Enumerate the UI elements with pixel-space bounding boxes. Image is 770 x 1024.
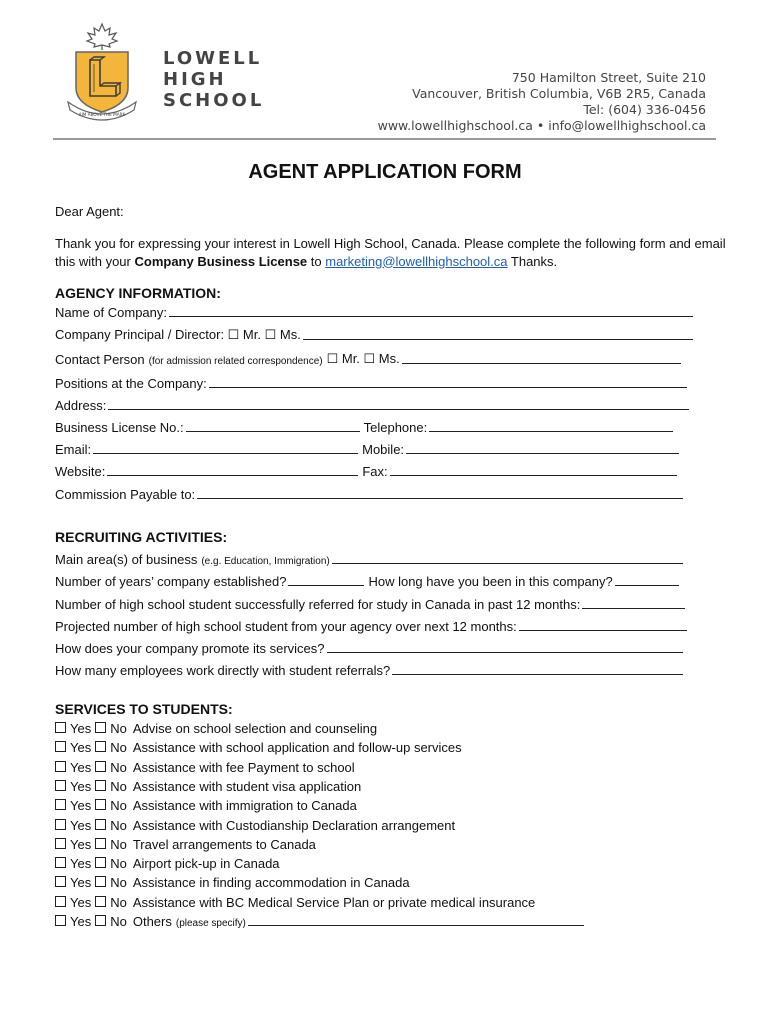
email-link[interactable]: marketing@lowellhighschool.ca bbox=[325, 253, 508, 269]
service-label: Assistance with immigration to Canada bbox=[132, 798, 357, 814]
referred-row bbox=[55, 595, 687, 612]
yes-label: Yes bbox=[70, 894, 92, 910]
yes-checkbox[interactable] bbox=[55, 876, 66, 887]
crest-motto: AIM ABOVE THE MARK bbox=[78, 112, 126, 117]
greeting: Dear Agent: bbox=[55, 204, 124, 219]
intro-text-3: Thanks. bbox=[507, 253, 558, 269]
telephone-label: Telephone: bbox=[363, 420, 428, 435]
yes-label: Yes bbox=[70, 817, 92, 833]
no-checkbox[interactable] bbox=[95, 838, 106, 849]
intro-text-1: Thank you for expressing your interest in Lowell High School, Canada. Please complete the following form and email this with your bbox=[55, 236, 726, 269]
projected-field[interactable] bbox=[519, 630, 687, 631]
yes-checkbox[interactable] bbox=[55, 741, 66, 752]
address-line-1: 750 Hamilton Street, Suite 210 bbox=[511, 70, 706, 85]
no-checkbox[interactable] bbox=[95, 876, 106, 887]
school-crest bbox=[64, 22, 140, 126]
yes-label: Yes bbox=[70, 740, 92, 756]
service-row bbox=[55, 914, 584, 929]
maple-leaf-icon bbox=[87, 24, 117, 47]
no-checkbox[interactable] bbox=[95, 780, 106, 791]
yes-label: Yes bbox=[70, 798, 92, 814]
school-name-line-2: HIGH bbox=[163, 69, 227, 90]
principal-row bbox=[55, 326, 695, 343]
service-label: Assistance with fee Payment to school bbox=[132, 759, 355, 775]
no-label: No bbox=[110, 894, 127, 910]
service-label: Airport pick-up in Canada bbox=[132, 856, 280, 872]
referred-label: Number of high school student successfully referred for study in Canada in past 12 months: bbox=[55, 597, 581, 612]
business-license-label: Business License No.: bbox=[55, 420, 184, 435]
yes-label: Yes bbox=[70, 875, 92, 891]
yes-checkbox[interactable] bbox=[55, 722, 66, 733]
main-area-field[interactable] bbox=[332, 563, 683, 564]
promote-row bbox=[55, 639, 685, 656]
address-line-2: Vancouver, British Columbia, V6B 2R5, Canada bbox=[412, 86, 706, 101]
principal-field[interactable] bbox=[303, 339, 693, 340]
service-label: Others bbox=[132, 914, 172, 929]
website-label: Website: bbox=[55, 464, 106, 479]
service-row bbox=[55, 721, 377, 736]
no-label: No bbox=[110, 875, 127, 891]
phone: Tel: (604) 336-0456 bbox=[583, 102, 706, 117]
no-label: No bbox=[110, 759, 127, 775]
intro-paragraph bbox=[55, 235, 735, 270]
contact-person-label: Contact Person bbox=[55, 352, 145, 367]
yes-checkbox[interactable] bbox=[55, 780, 66, 791]
positions-field[interactable] bbox=[209, 387, 687, 388]
school-name-line-3: SCHOOL bbox=[163, 90, 265, 111]
no-checkbox[interactable] bbox=[95, 761, 106, 772]
no-label: No bbox=[110, 740, 127, 756]
contact-person-options[interactable]: ☐ Mr. ☐ Ms. bbox=[326, 351, 400, 366]
service-label: Assistance with student visa application bbox=[132, 778, 362, 794]
company-name-label: Name of Company: bbox=[55, 305, 167, 320]
years-established-label: Number of years’ company established? bbox=[55, 574, 287, 589]
service-row bbox=[55, 837, 316, 852]
service-row bbox=[55, 798, 357, 813]
years-row bbox=[55, 572, 681, 589]
no-checkbox[interactable] bbox=[95, 915, 106, 926]
yes-label: Yes bbox=[70, 778, 92, 794]
main-area-row bbox=[55, 550, 685, 567]
business-license-field[interactable] bbox=[186, 431, 360, 432]
no-checkbox[interactable] bbox=[95, 819, 106, 830]
no-label: No bbox=[110, 798, 127, 814]
commission-label: Commission Payable to: bbox=[55, 487, 196, 502]
contact-person-row bbox=[55, 350, 683, 367]
yes-checkbox[interactable] bbox=[55, 857, 66, 868]
main-area-note: (e.g. Education, Immigration) bbox=[201, 556, 330, 567]
fax-label: Fax: bbox=[362, 464, 388, 479]
school-name bbox=[163, 48, 264, 111]
school-name-line-1: LOWELL bbox=[163, 48, 263, 69]
no-checkbox[interactable] bbox=[95, 896, 106, 907]
service-row bbox=[55, 740, 462, 755]
principal-label[interactable]: Company Principal / Director: ☐ Mr. ☐ Ms. bbox=[55, 327, 301, 342]
no-label: No bbox=[110, 836, 127, 852]
service-label: Travel arrangements to Canada bbox=[132, 836, 316, 852]
mobile-label: Mobile: bbox=[362, 442, 405, 457]
promote-field[interactable] bbox=[327, 652, 683, 653]
no-label: No bbox=[110, 817, 127, 833]
website-field[interactable] bbox=[107, 475, 358, 476]
fax-field[interactable] bbox=[390, 475, 677, 476]
address-row bbox=[55, 396, 691, 413]
yes-checkbox[interactable] bbox=[55, 896, 66, 907]
projected-label: Projected number of high school student from your agency over next 12 months: bbox=[55, 619, 517, 634]
yes-checkbox[interactable] bbox=[55, 819, 66, 830]
employees-field[interactable] bbox=[392, 674, 683, 675]
telephone-field[interactable] bbox=[429, 431, 673, 432]
yes-label: Yes bbox=[70, 914, 92, 929]
yes-label: Yes bbox=[70, 759, 92, 775]
agency-heading: AGENCY INFORMATION: bbox=[55, 285, 221, 301]
employees-label: How many employees work directly with student referrals? bbox=[55, 663, 391, 678]
no-label: No bbox=[110, 914, 127, 929]
service-row bbox=[55, 875, 410, 890]
service-row bbox=[55, 818, 455, 833]
email-label: Email: bbox=[55, 442, 92, 457]
contact-person-note: (for admission related correspondence) bbox=[148, 356, 323, 367]
yes-checkbox[interactable] bbox=[55, 838, 66, 849]
license-telephone-row bbox=[55, 418, 675, 435]
no-label: No bbox=[110, 856, 127, 872]
address-label: Address: bbox=[55, 398, 107, 413]
years-established-field[interactable] bbox=[288, 585, 364, 586]
recruiting-heading: RECRUITING ACTIVITIES: bbox=[55, 529, 228, 545]
service-label: Assistance with BC Medical Service Plan or private medical insurance bbox=[132, 894, 536, 910]
no-label: No bbox=[110, 778, 127, 794]
referred-field[interactable] bbox=[582, 608, 685, 609]
company-name-field[interactable] bbox=[169, 316, 693, 317]
projected-row bbox=[55, 617, 689, 634]
contact-person-field[interactable] bbox=[402, 363, 681, 364]
no-label: No bbox=[110, 721, 127, 736]
header-divider bbox=[53, 138, 716, 140]
intro-bold: Company Business License bbox=[134, 253, 308, 269]
services-heading: SERVICES TO STUDENTS: bbox=[55, 701, 233, 717]
yes-checkbox[interactable] bbox=[55, 761, 66, 772]
service-row bbox=[55, 779, 361, 794]
intro-text-2: to bbox=[307, 253, 326, 269]
web-email: www.lowellhighschool.ca • info@lowellhighschool.ca bbox=[377, 118, 706, 133]
service-label: Assistance with Custodianship Declaration arrangement bbox=[132, 817, 456, 833]
no-checkbox[interactable] bbox=[95, 741, 106, 752]
yes-checkbox[interactable] bbox=[55, 915, 66, 926]
service-label: Assistance in finding accommodation in Canada bbox=[132, 875, 410, 891]
yes-label: Yes bbox=[70, 836, 92, 852]
service-row bbox=[55, 895, 535, 910]
email-field[interactable] bbox=[93, 453, 358, 454]
no-checkbox[interactable] bbox=[95, 799, 106, 810]
no-checkbox[interactable] bbox=[95, 722, 106, 733]
how-long-field[interactable] bbox=[615, 585, 679, 586]
yes-label: Yes bbox=[70, 856, 92, 872]
others-note: (please specify) bbox=[175, 918, 246, 929]
commission-field[interactable] bbox=[197, 498, 683, 499]
school-contact bbox=[378, 70, 706, 134]
email-mobile-row bbox=[55, 440, 681, 457]
company-name-row bbox=[55, 303, 695, 320]
form-title: AGENT APPLICATION FORM bbox=[248, 161, 522, 183]
website-fax-row bbox=[55, 462, 679, 479]
address-field[interactable] bbox=[108, 409, 689, 410]
commission-row bbox=[55, 485, 685, 502]
mobile-field[interactable] bbox=[406, 453, 679, 454]
service-row bbox=[55, 760, 355, 775]
positions-label: Positions at the Company: bbox=[55, 376, 207, 391]
how-long-label: How long have you been in this company? bbox=[368, 574, 613, 589]
promote-label: How does your company promote its services? bbox=[55, 641, 325, 656]
service-label: Advise on school selection and counseling bbox=[132, 721, 378, 736]
yes-checkbox[interactable] bbox=[55, 799, 66, 810]
yes-label: Yes bbox=[70, 721, 92, 736]
main-area-label: Main area(s) of business bbox=[55, 552, 198, 567]
no-checkbox[interactable] bbox=[95, 857, 106, 868]
service-row bbox=[55, 856, 280, 871]
employees-row bbox=[55, 661, 685, 678]
service-label: Assistance with school application and follow-up services bbox=[132, 740, 462, 756]
others-field[interactable] bbox=[248, 925, 584, 926]
positions-row bbox=[55, 374, 689, 391]
